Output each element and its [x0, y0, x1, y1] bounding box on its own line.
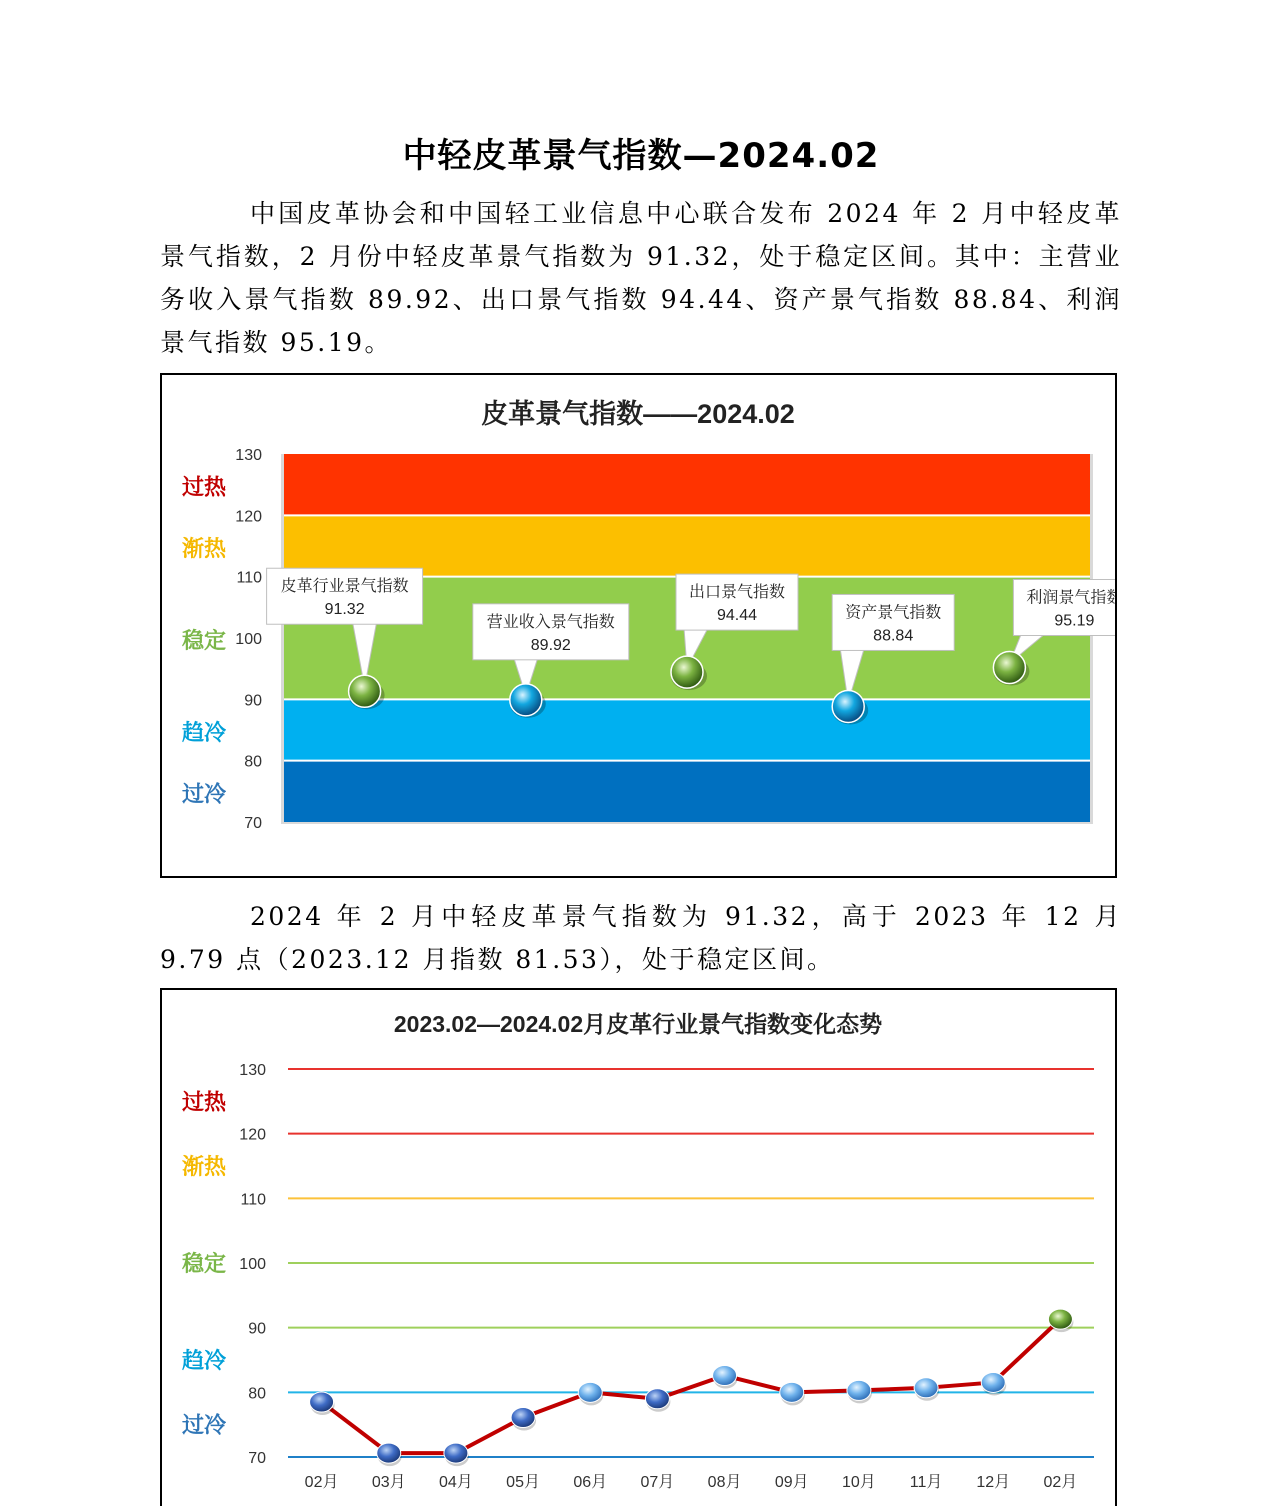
callout-name: 利润景气指数	[1026, 589, 1115, 607]
x-tick-label: 04月	[439, 1474, 473, 1491]
series-marker	[847, 1380, 871, 1400]
series-marker	[914, 1378, 938, 1398]
data-point	[832, 690, 864, 722]
x-tick-label: 09月	[774, 1474, 809, 1491]
series-marker	[310, 1392, 334, 1412]
y-tick-label: 110	[236, 569, 262, 587]
comparison-paragraph	[160, 895, 1122, 981]
callout-value: 95.19	[1054, 612, 1095, 630]
series-marker	[981, 1372, 1005, 1392]
zone-label: 过热	[182, 1089, 227, 1115]
series-marker	[511, 1408, 535, 1428]
comparison-text: 2024 年 2 月中轻皮革景气指数为 91.32，高于 2023 年 12 月 9.79 点（2023.12 月指数 81.53），处于稳定区间。	[160, 902, 1122, 974]
series-line	[322, 1319, 1061, 1453]
y-tick-label: 130	[239, 1062, 266, 1079]
zone-band-4	[284, 699, 1090, 760]
chart1-title: 皮革景气指数——2024.02	[481, 399, 795, 429]
callout-value: 94.44	[716, 607, 758, 625]
series-marker	[444, 1443, 468, 1463]
data-point	[671, 656, 703, 688]
zone-label: 过冷	[182, 1412, 227, 1438]
y-tick-label: 130	[235, 447, 262, 464]
zone-band-5	[284, 761, 1090, 822]
intro-paragraph	[160, 192, 1122, 364]
zone-label: 过热	[182, 474, 227, 500]
page-title: 中轻皮革景气指数—2024.02	[402, 136, 880, 176]
callout-value: 91.32	[324, 601, 365, 619]
y-tick-label: 90	[248, 1320, 266, 1338]
x-tick-label: 08月	[707, 1474, 742, 1491]
zone-label: 稳定	[182, 628, 227, 653]
callout-value: 89.92	[530, 636, 571, 654]
y-tick-label: 120	[239, 1126, 266, 1144]
callout-name: 营业收入景气指数	[486, 613, 615, 631]
series-marker	[780, 1382, 804, 1402]
x-tick-label: 10月	[842, 1474, 876, 1491]
zone-band-2	[284, 515, 1090, 576]
y-tick-label: 70	[244, 815, 262, 832]
y-tick-label: 80	[244, 753, 262, 771]
y-tick-label: 100	[239, 1256, 266, 1273]
snapshot-chart-svg	[162, 375, 1115, 876]
y-tick-label: 80	[248, 1385, 266, 1403]
callout-value: 88.84	[873, 627, 914, 645]
y-tick-label: 120	[235, 508, 262, 526]
index-snapshot-chart	[160, 373, 1117, 878]
callout-name: 资产景气指数	[845, 604, 942, 622]
x-tick-label: 06月	[573, 1474, 608, 1491]
trend-chart	[160, 988, 1117, 1506]
intro-text: 中国皮革协会和中国轻工业信息中心联合发布 2024 年 2 月中轻皮革景气指数，2 月份中轻皮革景气指数为 91.32，处于稳定区间。其中：主营业务收入景气指数 89.92、出口景气指数 94.44、资产景气指数 88.84、利润景气指数 95.19。	[160, 199, 1122, 357]
x-tick-label: 02月	[304, 1474, 339, 1491]
zone-label: 趋冷	[182, 720, 227, 745]
zone-label: 过冷	[182, 781, 227, 807]
zone-label: 渐热	[182, 536, 227, 561]
series-marker	[578, 1382, 602, 1402]
data-point	[510, 684, 542, 716]
x-tick-label: 05月	[506, 1474, 540, 1491]
y-tick-label: 100	[235, 631, 262, 648]
y-tick-label: 70	[248, 1450, 266, 1467]
y-tick-label: 90	[244, 692, 262, 710]
x-tick-label: 07月	[640, 1474, 675, 1491]
series-marker	[645, 1389, 669, 1409]
x-tick-label: 12月	[976, 1474, 1011, 1491]
x-tick-label: 03月	[371, 1474, 406, 1491]
x-tick-label: 02月	[1043, 1474, 1078, 1491]
callout-name: 皮革行业景气指数	[280, 578, 409, 596]
zone-label: 稳定	[182, 1251, 227, 1276]
zone-label: 趋冷	[182, 1348, 227, 1373]
series-marker	[1048, 1309, 1072, 1329]
data-point	[349, 675, 381, 707]
zone-band-1	[284, 454, 1090, 515]
callout-name: 出口景气指数	[688, 584, 786, 602]
zone-label: 渐热	[182, 1154, 227, 1179]
y-tick-label: 110	[240, 1191, 266, 1209]
data-point	[993, 652, 1025, 684]
series-marker	[377, 1443, 401, 1463]
trend-chart-svg	[162, 990, 1115, 1506]
chart2-title: 2023.02—2024.02月皮革行业景气指数变化态势	[393, 1011, 883, 1037]
series-marker	[713, 1366, 737, 1386]
x-tick-label: 11月	[909, 1474, 943, 1491]
